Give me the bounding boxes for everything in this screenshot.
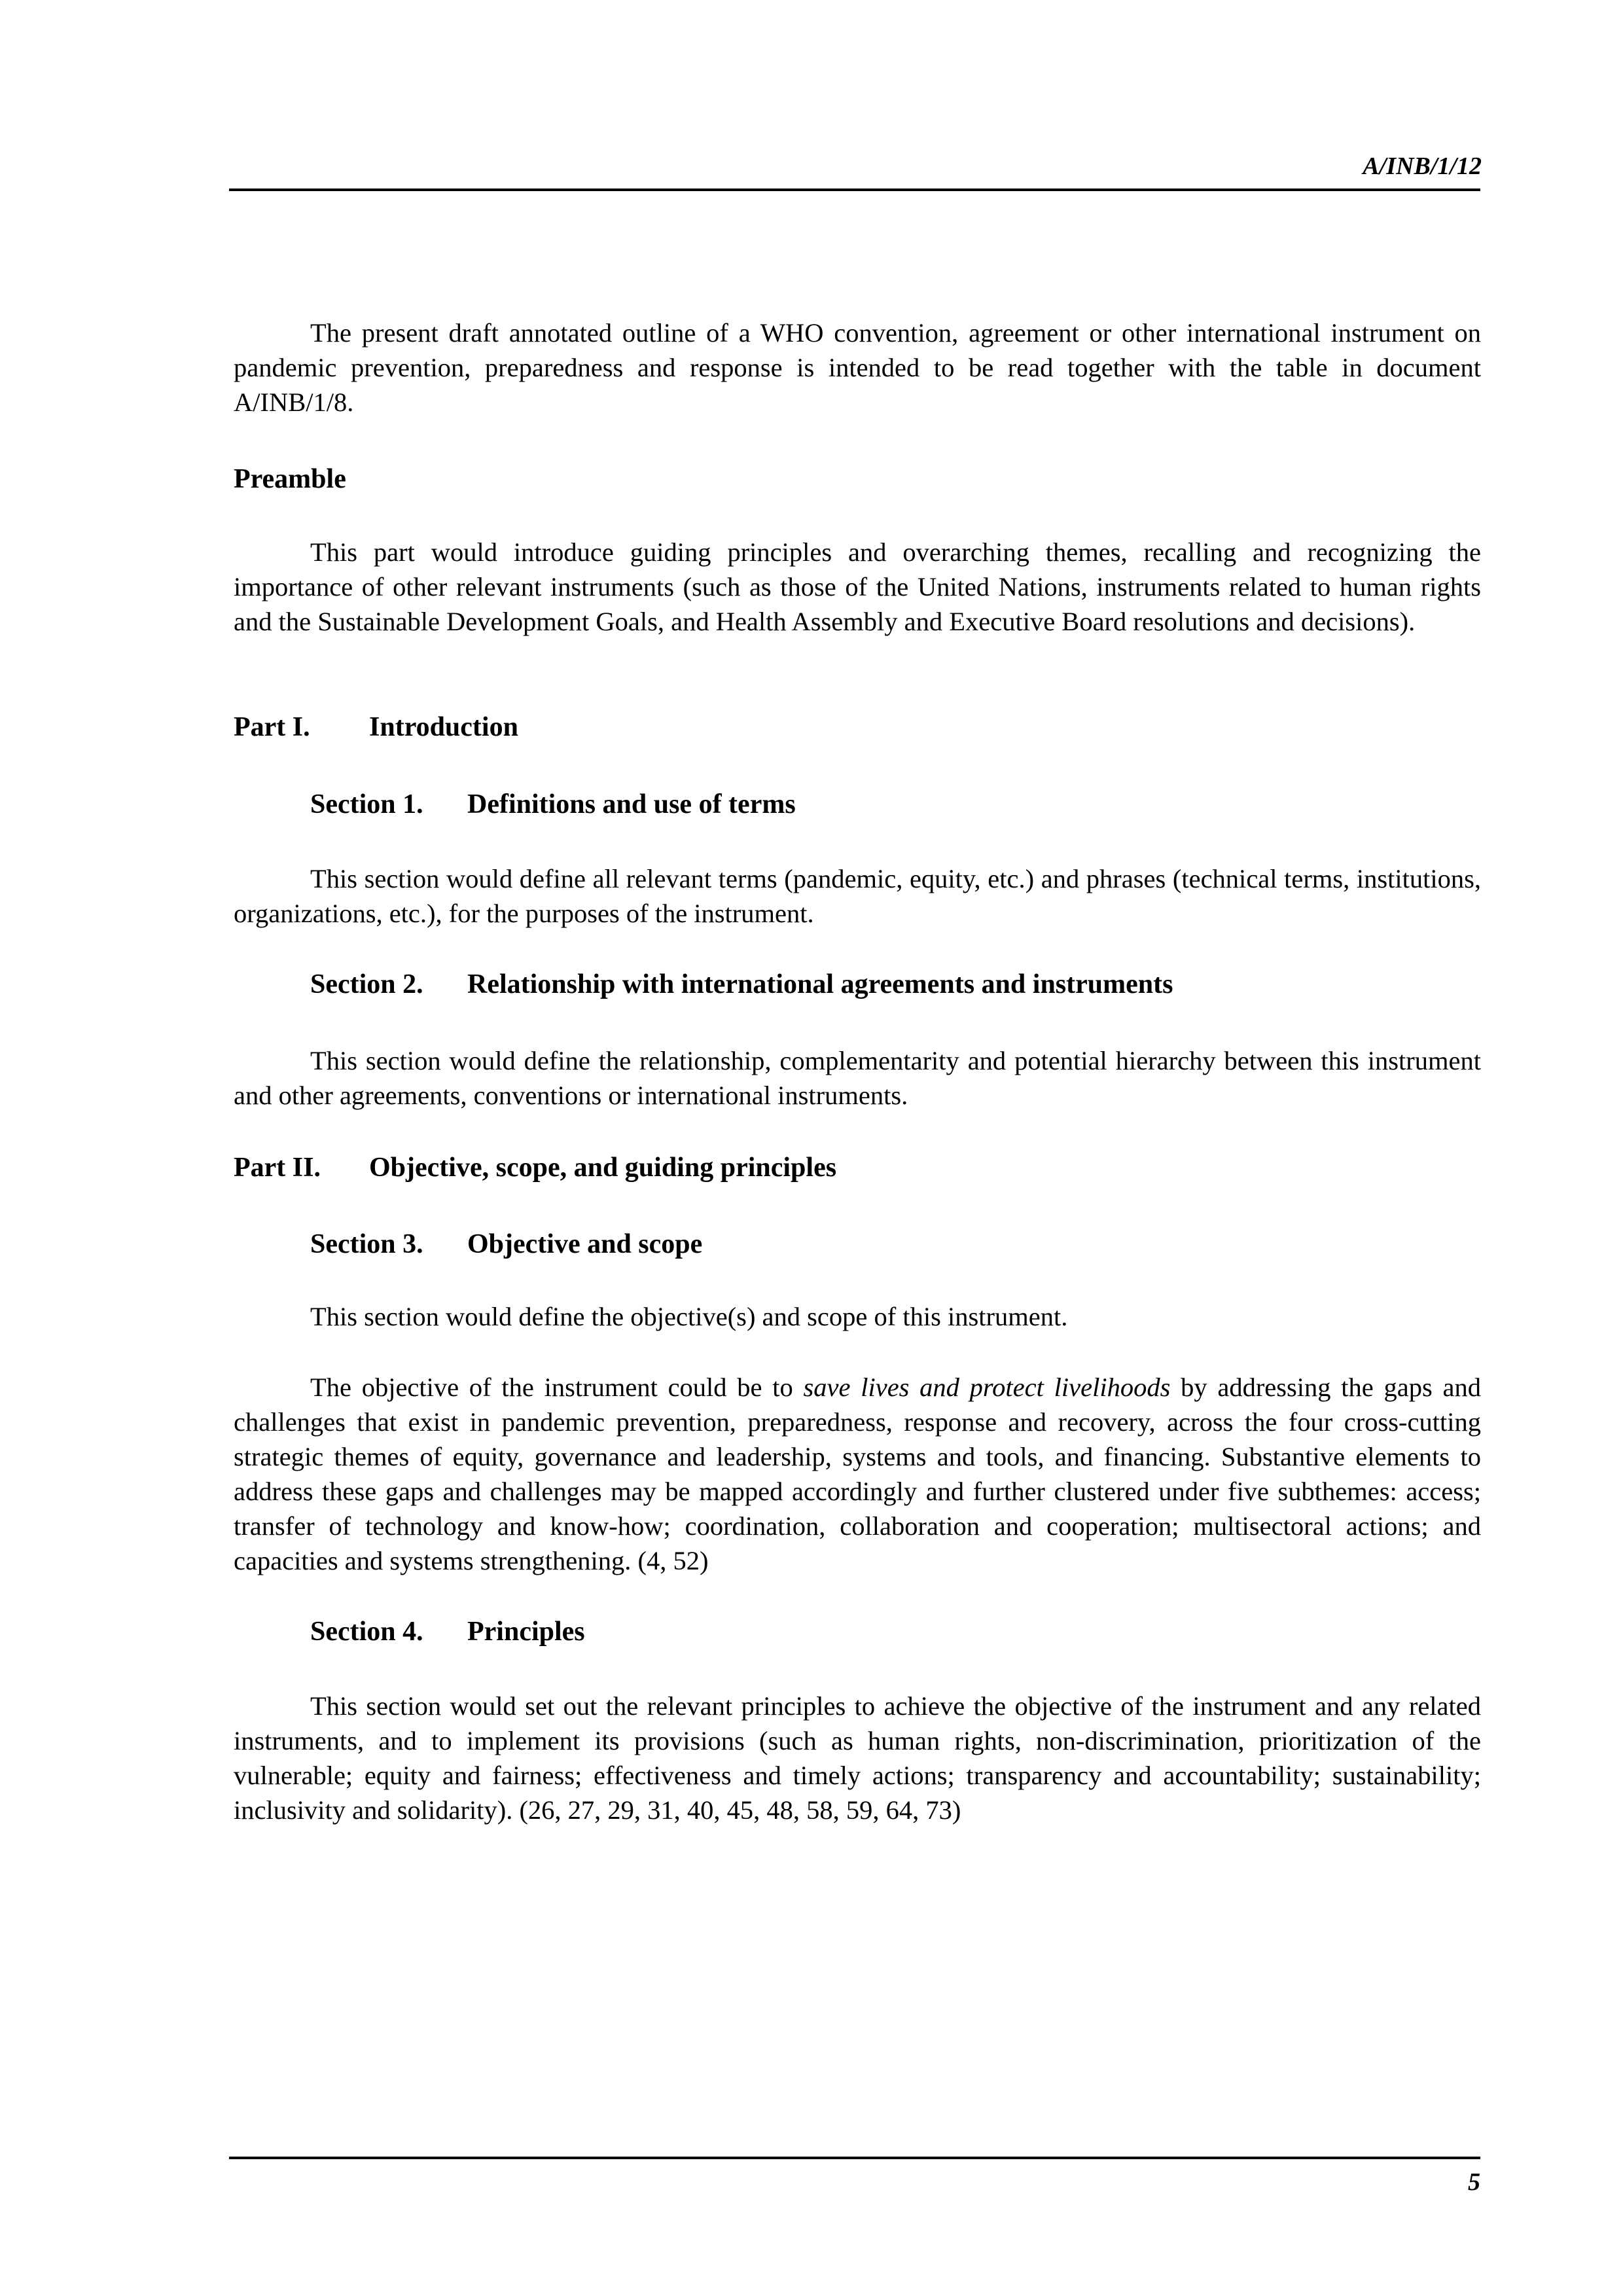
section-4-number: Section 4. (310, 1617, 423, 1647)
part-1-title: Introduction (369, 712, 518, 742)
part-2-heading (234, 1151, 1481, 1185)
section-4-heading (310, 1615, 1558, 1649)
objective-emphasis: save lives and protect livelihoods (803, 1372, 1171, 1402)
section-1-paragraph: This section would define all relevant terms (pandemic, equity, etc.) and phrases (technical terms, institutions, organizations, etc.), for the purposes of the instrument. (234, 864, 1481, 928)
part-2-number: Part II. (234, 1153, 321, 1183)
part-1-number: Part I. (234, 712, 310, 742)
section-1-heading (310, 787, 1558, 822)
section-3-number: Section 3. (310, 1229, 423, 1259)
intro-paragraph: The present draft annotated outline of a WHO convention, agreement or other international instrument on pandemic prevention, preparedness and response is intended to be read together with the table in document A/INB/1/8. (234, 318, 1481, 417)
objective-text-start: The objective of the instrument could be to (310, 1372, 804, 1402)
preamble-paragraph: This part would introduce guiding principles and overarching themes, recalling and recognizing the importance of other relevant instruments (such as those of the United Nations, instruments related to human rights and the Sustainable Development Goals, and Health Assembly and Executive Board resolutions and decisions). (234, 537, 1481, 636)
section-1-number: Section 1. (310, 789, 423, 819)
document-symbol: A/INB/1/12 (1363, 152, 1482, 180)
section-2-number: Section 2. (310, 969, 423, 999)
objective-text-rest: by addressing the gaps and challenges that exist in pandemic prevention, preparedness, response and recovery, across the four cross-cutting strategic themes of equity, governance and leadership, systems and tools, and financing. Substantive elements to address these gaps and challenges may be mapped accordingly and further clustered under five subthemes: access; transfer of technology and know-how; coordination, collaboration and cooperation; multisectoral actions; and capacities and systems strengthening. (4, 52) (234, 1372, 1481, 1575)
part-2-title: Objective, scope, and guiding principles (369, 1153, 837, 1183)
section-3-paragraph-1: This section would define the objective(s) and scope of this instrument. (310, 1302, 1068, 1331)
footer-rule (229, 2157, 1480, 2159)
section-3-title: Objective and scope (467, 1229, 703, 1259)
header-rule (229, 188, 1480, 191)
section-3-heading (310, 1227, 1558, 1262)
page-number: 5 (1468, 2168, 1480, 2196)
preamble-heading: Preamble (234, 464, 346, 494)
section-3-paragraph-2 (234, 1370, 1481, 1578)
section-4-title: Principles (467, 1617, 585, 1647)
part-1-heading (234, 710, 1481, 745)
section-4-paragraph: This section would set out the relevant principles to achieve the objective of the instrument and any related instruments, and to implement its provisions (such as human rights, non-discrimination, prioritization of the vulnerable; equity and fairness; effectiveness and timely actions; transparency and accountability; sustainability; inclusivity and solidarity). (26, 27, 29, 31, 40, 45, 48, 58, 59, 64, 73) (234, 1691, 1481, 1825)
section-1-title: Definitions and use of terms (467, 789, 796, 819)
section-2-paragraph: This section would define the relationship, complementarity and potential hierarchy between this instrument and other agreements, conventions or international instruments. (234, 1046, 1481, 1110)
section-2-title: Relationship with international agreements and instruments (467, 969, 1173, 999)
section-2-heading (310, 967, 1558, 1002)
